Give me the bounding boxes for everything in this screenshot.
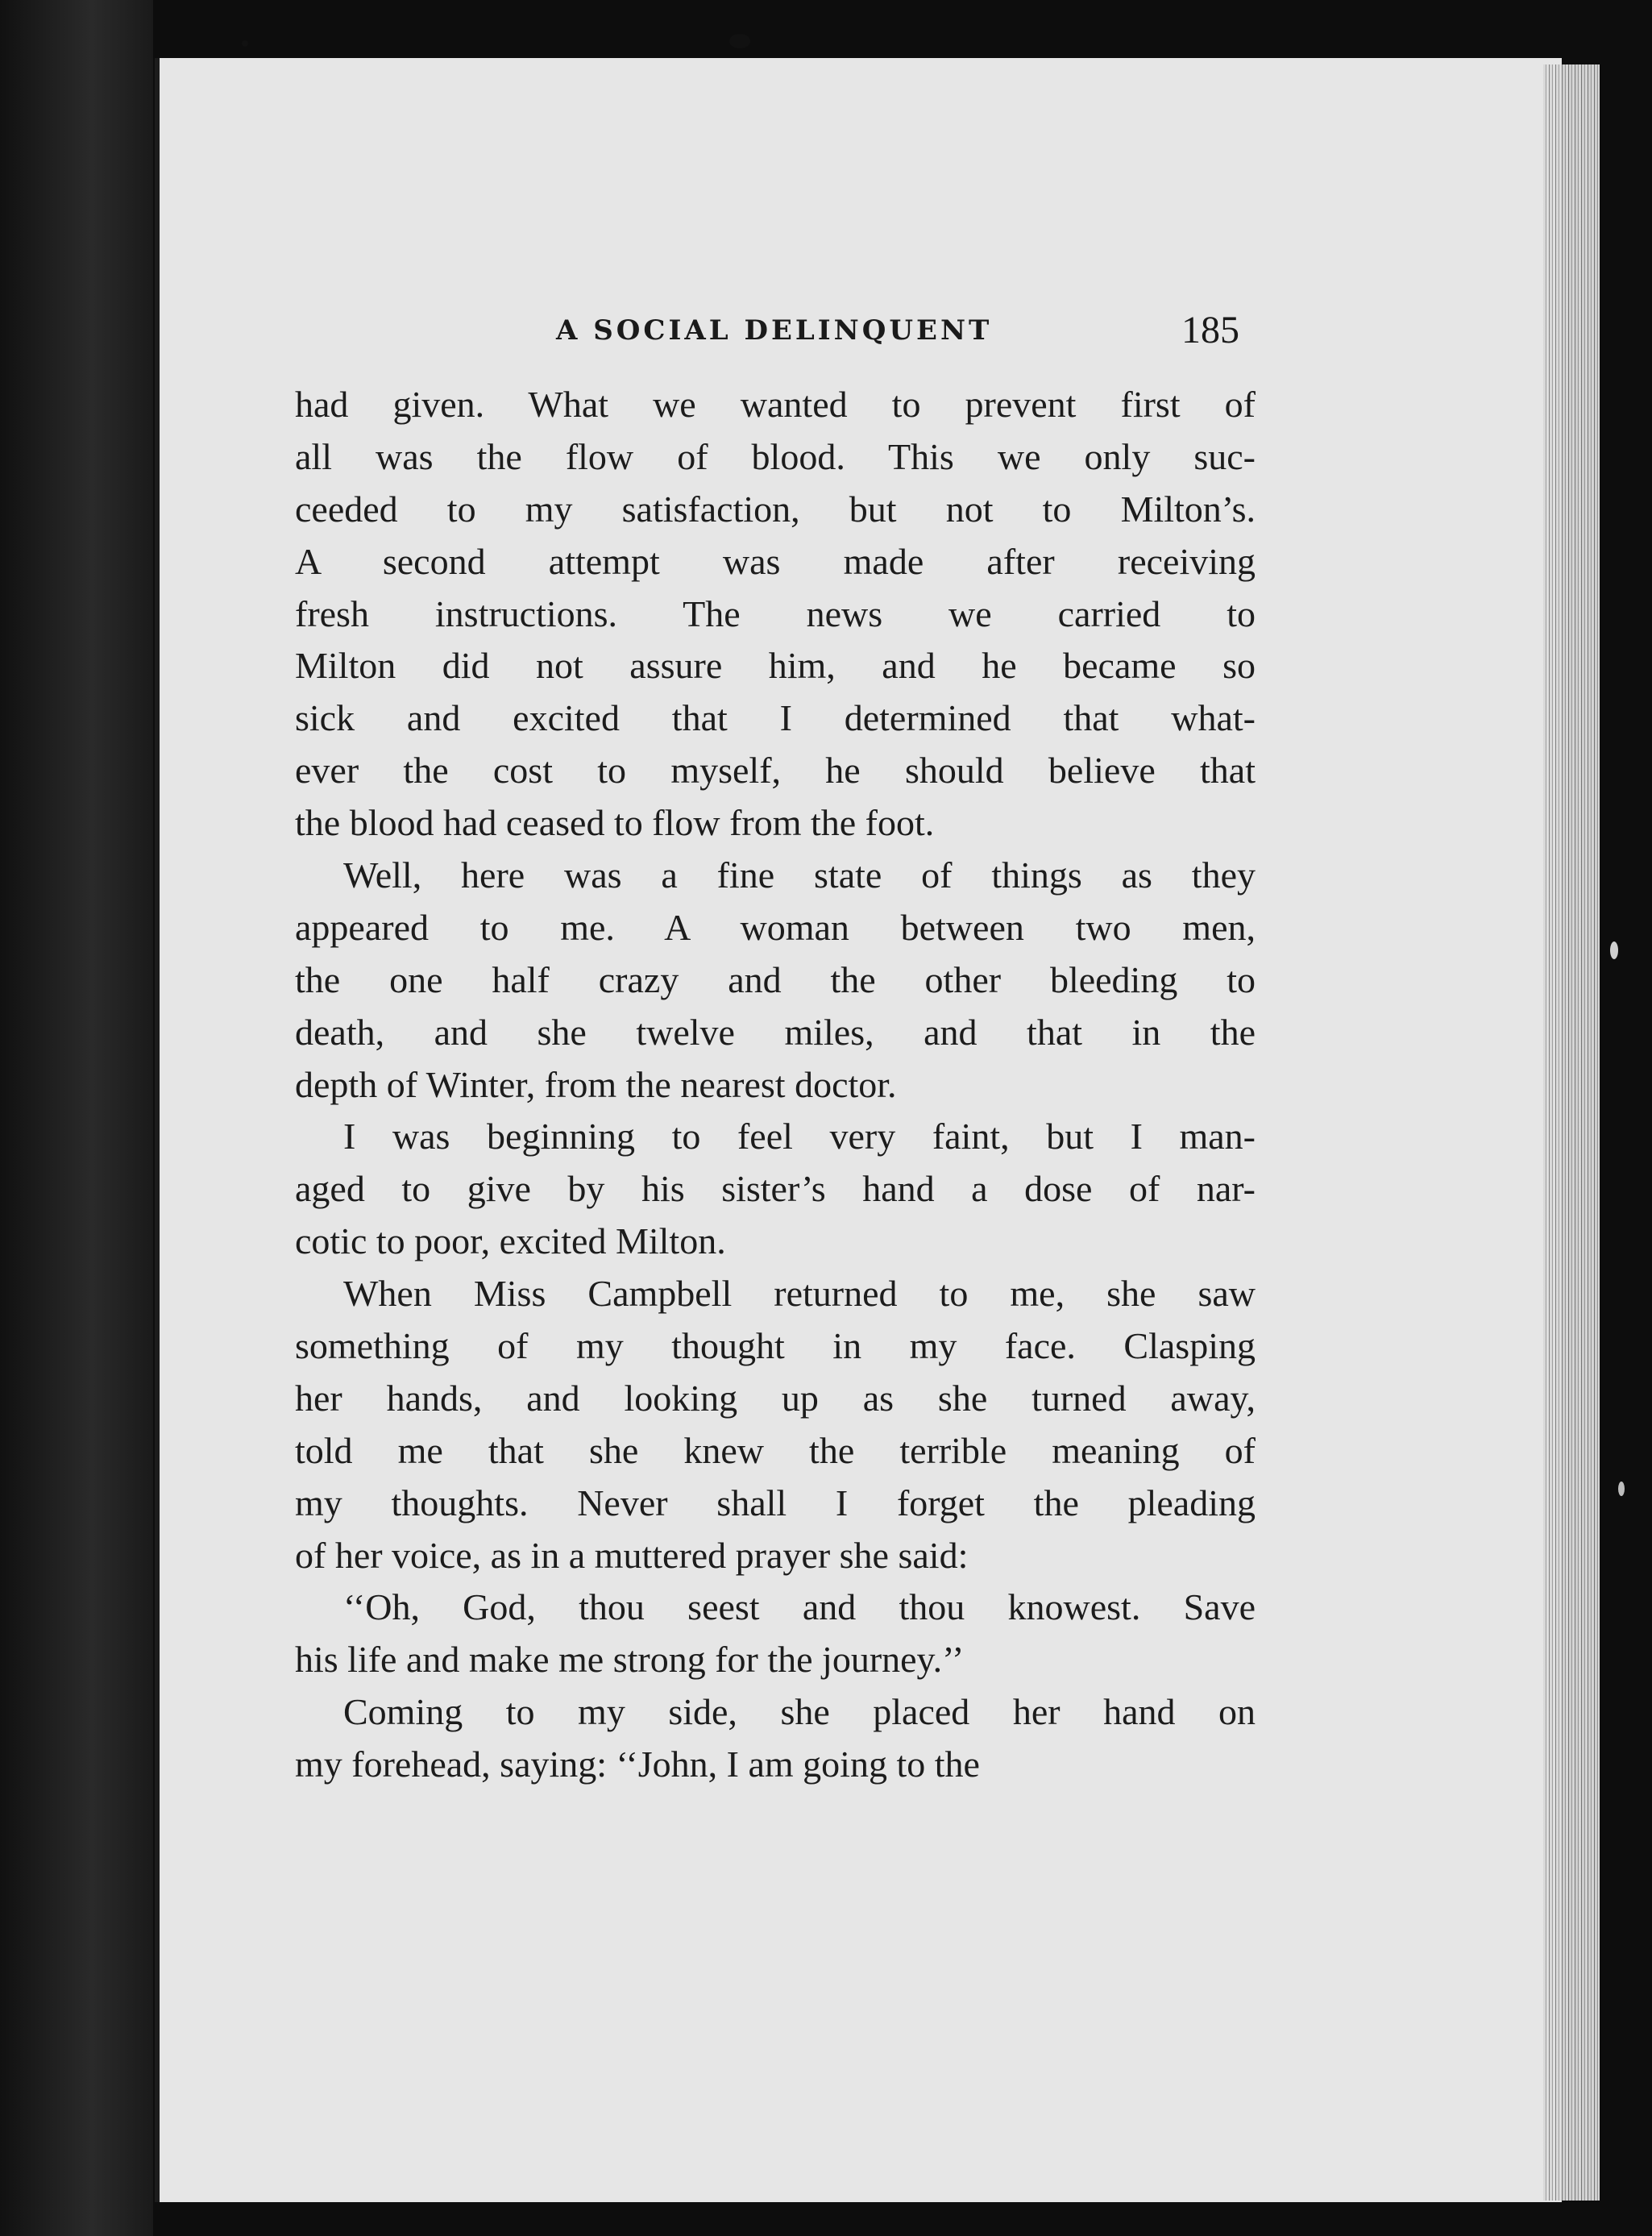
text-line: all was the flow of blood. This we only suc- <box>295 435 1256 477</box>
text-line: ceeded to my satisfaction, but not to Milton’s. <box>295 488 1256 530</box>
text-line: Milton did not assure him, and he became so <box>295 645 1256 687</box>
text-line: A second attempt was made after receiving <box>295 540 1256 582</box>
text-line: the one half crazy and the other bleeding to <box>295 958 1256 1000</box>
text-line: Well, here was a fine state of things as they <box>343 854 1256 896</box>
paragraph <box>295 1686 1256 1791</box>
text-line: of her voice, as in a muttered prayer she said: <box>295 1534 969 1576</box>
text-line: I was beginning to feel very faint, but I man- <box>343 1116 1256 1157</box>
facing-page-gutter <box>0 0 153 2236</box>
text-line: When Miss Campbell returned to me, she saw <box>343 1273 1256 1315</box>
text-line: aged to give by his sister’s hand a dose of nar- <box>295 1168 1256 1210</box>
text-line: Coming to my side, she placed her hand on <box>343 1691 1256 1733</box>
text-line: something of my thought in my face. Clasping <box>295 1325 1256 1367</box>
text-line: depth of Winter, from the nearest doctor. <box>295 1063 897 1105</box>
scan-speck <box>729 34 750 48</box>
text-line: her hands, and looking up as she turned away, <box>295 1377 1256 1419</box>
body-text <box>295 379 1256 1791</box>
text-line: appeared to me. A woman between two men, <box>295 906 1256 948</box>
paragraph <box>295 379 1256 850</box>
paragraph <box>295 1581 1256 1686</box>
scan-speck <box>242 40 248 47</box>
text-line: had given. What we wanted to prevent first of <box>295 384 1256 425</box>
text-line: ‘‘Oh, God, thou seest and thou knowest. Save <box>343 1586 1256 1628</box>
running-head: A SOCIAL DELINQUENT <box>556 314 993 347</box>
text-line: my forehead, saying: ‘‘John, I am going to the <box>295 1743 980 1785</box>
page-stack-edge <box>1543 64 1600 2201</box>
text-line: the blood had ceased to flow from the foot. <box>295 802 935 844</box>
text-line: told me that she knew the terrible meaning of <box>295 1429 1256 1471</box>
paragraph <box>295 1111 1256 1268</box>
text-line: cotic to poor, excited Milton. <box>295 1220 726 1262</box>
page-number: 185 <box>1181 309 1239 351</box>
page-edge-shadow <box>1600 48 1652 2236</box>
paragraph <box>295 850 1256 1111</box>
scan-speck <box>1618 1482 1625 1496</box>
text-line: sick and excited that I determined that what- <box>295 697 1256 739</box>
scan-speck <box>1610 941 1618 959</box>
text-line: his life and make me strong for the journey.’’ <box>295 1639 965 1681</box>
paragraph <box>295 1268 1256 1581</box>
text-line: my thoughts. Never shall I forget the pleading <box>295 1482 1256 1523</box>
text-line: ever the cost to myself, he should believe that <box>295 750 1256 792</box>
text-line: death, and she twelve miles, and that in the <box>295 1011 1256 1053</box>
text-line: fresh instructions. The news we carried to <box>295 592 1256 634</box>
